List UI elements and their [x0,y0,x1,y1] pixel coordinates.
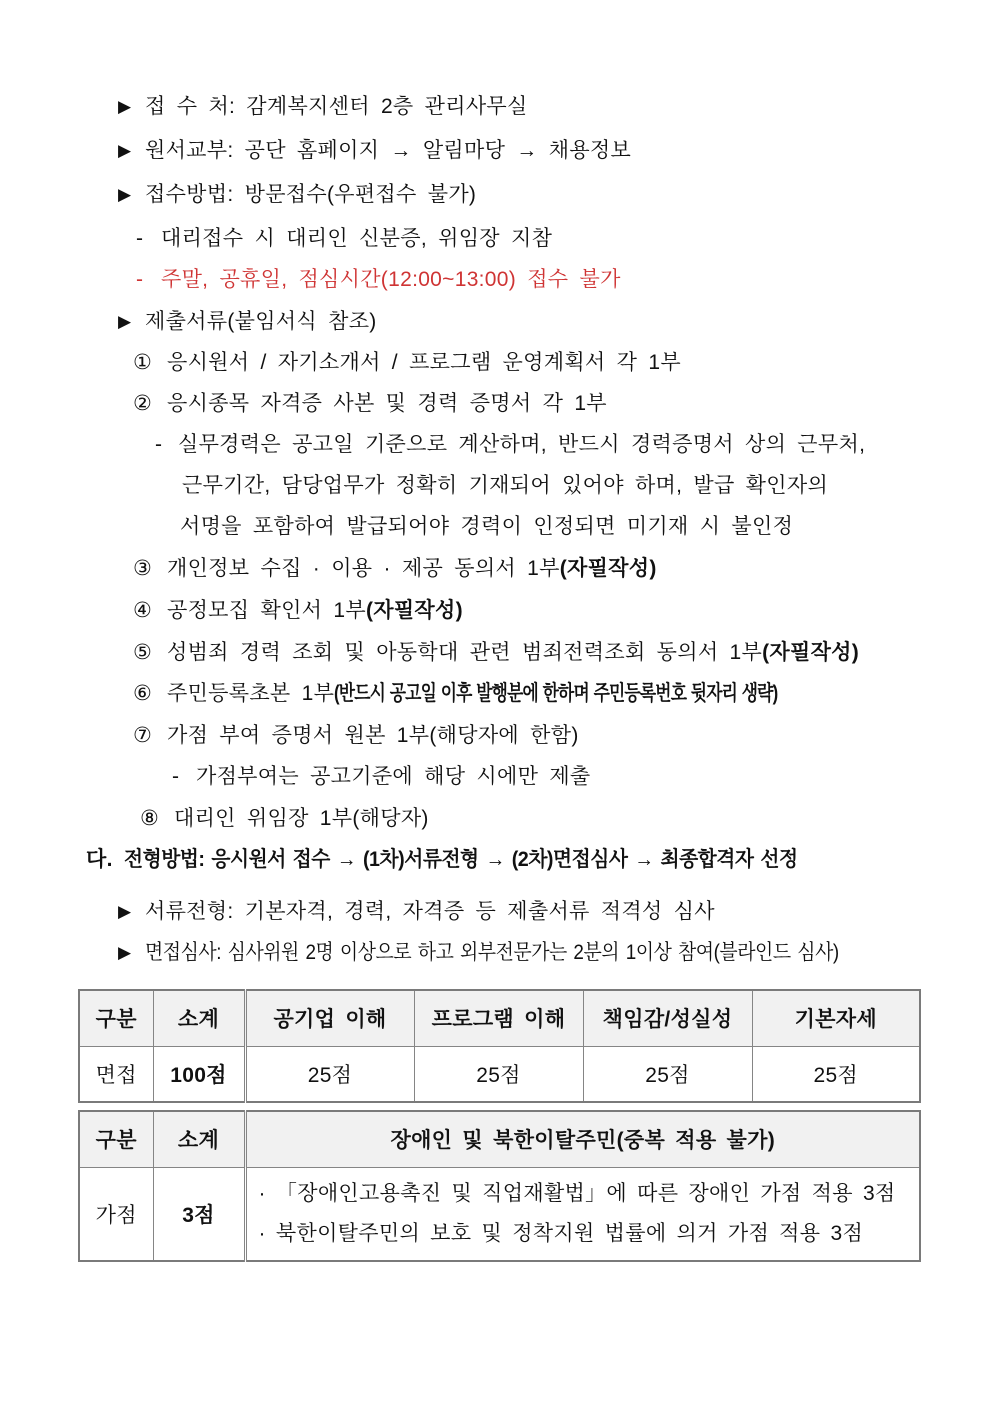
line-text: 원서교부: 공단 홈페이지 → 알림마당 → 채용정보 [145,139,632,162]
circled-number-icon: ④ [133,599,153,622]
doc-line [0,513,992,543]
doc-line [0,722,992,752]
section-label: 다. [86,848,113,871]
doc-line [0,555,992,585]
arrow-bullet-icon: ▶ [118,97,132,116]
table-cell: 25점 [414,1046,583,1102]
table-cell: 면접 [79,1046,153,1102]
table-cell: 25점 [583,1046,752,1102]
doc-line [0,639,992,669]
table-cell-total: 100점 [153,1046,245,1102]
doc-line-red-notice [0,266,992,296]
doc-line [0,93,992,123]
line-text: 대리인 위임장 1부(해당자) [174,807,429,830]
arrow-bullet-icon: ▶ [118,902,132,921]
table-header-cell: 장애인 및 북한이탈주민(중복 적용 불가) [245,1111,920,1167]
table-cell: 25점 [245,1046,414,1102]
doc-line [0,431,992,461]
table-cell: 가점 [79,1167,153,1261]
line-text: 주민등록초본 1부(반드시 공고일 이후 발행분에 한하며 주민등록번호 뒷자리 생략) [167,680,888,708]
table-header-cell: 소계 [153,990,245,1046]
arrow-bullet-icon: ▶ [118,312,132,331]
line-text: 개인정보 수집 · 이용 · 제공 동의서 1부(자필작성) [167,557,657,580]
dash-bullet-icon: - [172,765,180,788]
table-header-cell: 프로그램 이해 [414,990,583,1046]
circled-number-icon: ⑥ [133,682,153,705]
doc-line [0,390,992,420]
dash-bullet-icon: - [136,227,144,250]
line-text: 전형방법: 응시원서 접수 → (1차)서류전형 → (2차)면접심사 → 최종합격자 선정 [124,848,798,871]
doc-line [0,763,992,793]
table-header-cell: 기본자세 [752,990,920,1046]
line-text: 실무경력은 공고일 기준으로 계산하며, 반드시 경력증명서 상의 근무처, [178,433,866,456]
circled-number-icon: ③ [133,557,153,580]
line-text: 서류전형: 기본자격, 경력, 자격증 등 제출서류 적격성 심사 [145,900,715,923]
section-heading [0,846,992,876]
arrow-bullet-icon: ▶ [118,141,132,160]
line-text: 면접심사: 심사위원 2명 이상으로 하고 외부전문가는 2분의 1이상 참여(블라인드 심사) [145,941,839,964]
table-header-cell: 공기업 이해 [245,990,414,1046]
doc-line [0,805,992,835]
line-text: 접 수 처: 감계복지센터 2층 관리사무실 [145,95,528,118]
doc-line [0,181,992,211]
line-text: 가점 부여 증명서 원본 1부(해당자에 한함) [167,724,579,747]
bold-note: (자필작성) [762,641,860,664]
table-cell: 25점 [752,1046,920,1102]
doc-line [0,680,992,710]
interview-score-table [78,989,921,1103]
doc-line [0,225,992,255]
dash-bullet-icon: - [155,433,163,456]
bold-condensed-note: (반드시 공고일 이후 발행분에 한하며 주민등록번호 뒷자리 생략) [334,682,778,705]
circled-number-icon: ⑦ [133,724,153,747]
line-text: 서명을 포함하여 발급되어야 경력이 인정되면 미기재 시 불인정 [180,515,794,538]
line-text: 접수방법: 방문접수(우편접수 불가) [145,183,477,206]
circled-number-icon: ② [133,392,153,415]
doc-line [0,349,992,379]
circled-number-icon: ⑤ [133,641,153,664]
table-cell-total: 3점 [153,1167,245,1261]
doc-line [0,472,992,502]
bold-note: (자필작성) [365,599,463,622]
line-text: 제출서류(붙임서식 참조) [145,310,377,333]
bonus-item: · 북한이탈주민의 보호 및 정착지원 법률에 의거 가점 적용 3점 [258,1221,864,1245]
circled-number-icon: ① [133,351,153,374]
doc-line [0,308,992,338]
bold-note: (자필작성) [559,557,657,580]
doc-line [0,898,992,928]
line-text: 근무기간, 담당업무가 정확히 기재되어 있어야 하며, 발급 확인자의 [182,474,829,497]
line-text: 공정모집 확인서 1부(자필작성) [167,599,463,622]
arrow-bullet-icon: ▶ [118,943,132,962]
table-header-cell: 구분 [79,1111,153,1167]
table-header-cell: 소계 [153,1111,245,1167]
table-header-cell: 구분 [79,990,153,1046]
bonus-point-table [78,1110,921,1262]
line-text: 성범죄 경력 조회 및 아동학대 관련 범죄전력조회 동의서 1부(자필작성) [167,641,860,664]
bonus-item: · 「장애인고용촉진 및 직업재활법」에 따른 장애인 가점 적용 3점 [258,1181,896,1205]
table-cell-bonus-details [245,1167,920,1261]
line-text: 응시원서 / 자기소개서 / 프로그램 운영계획서 각 1부 [167,351,681,374]
line-text: 응시종목 자격증 사본 및 경력 증명서 각 1부 [167,392,607,415]
arrow-bullet-icon: ▶ [118,185,132,204]
doc-line [0,137,992,167]
table-header-cell: 책임감/성실성 [583,990,752,1046]
circled-number-icon: ⑧ [140,807,160,830]
line-text: 대리접수 시 대리인 신분증, 위임장 지참 [161,227,553,250]
doc-line [0,939,992,969]
dash-bullet-icon: - [136,268,144,291]
doc-line [0,597,992,627]
line-text: 주말, 공휴일, 점심시간(12:00~13:00) 접수 불가 [161,268,621,291]
line-text: 가점부여는 공고기준에 해당 시에만 제출 [196,765,591,788]
